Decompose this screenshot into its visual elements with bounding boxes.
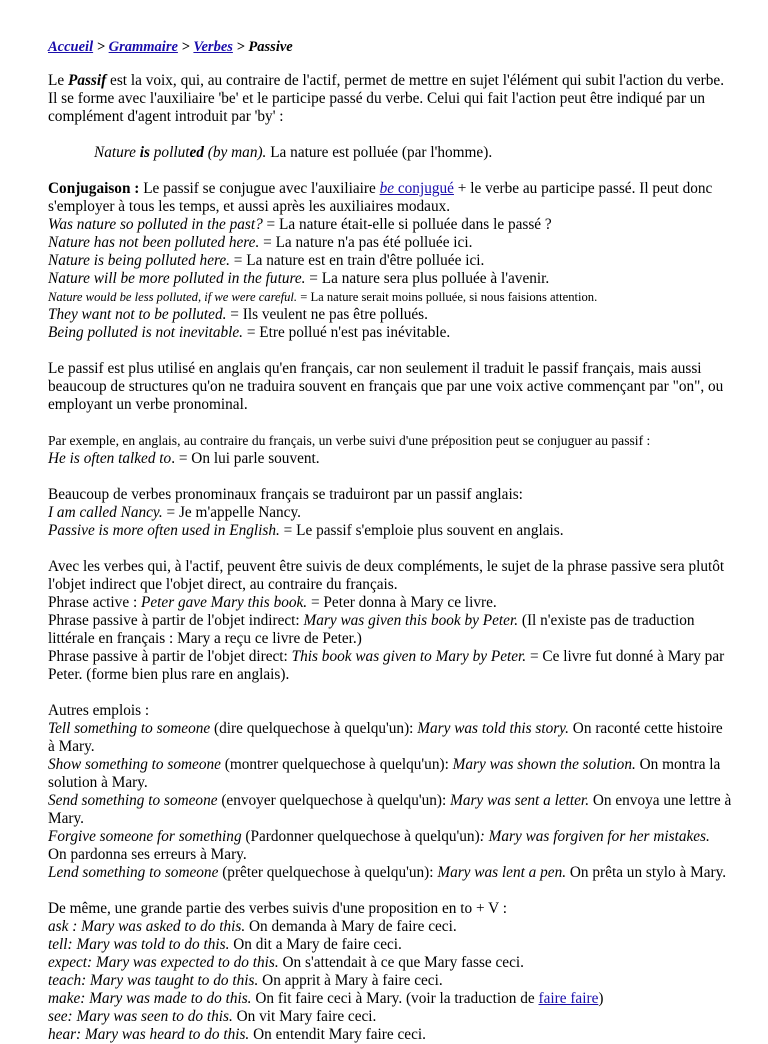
preposition-paragraph: Par exemple, en anglais, au contraire du français, un verbe suivi d'une préposition peut se conjuguer au passif : He is often talked to. = On lui parle souvent.	[48, 433, 651, 467]
faire-faire-link[interactable]: faire faire	[538, 990, 599, 1007]
conj-example-5: They want not to be polluted. = Ils veulent ne pas être pollués.	[48, 306, 428, 323]
breadcrumb-separator: >	[177, 39, 194, 55]
infinitive-item: hear: Mary was heard to do this. On entendit Mary faire ceci.	[48, 1026, 426, 1043]
pronominal-paragraph: Beaucoup de verbes pronominaux français se traduiront par un passif anglais: I am called Nancy. = Je m'appelle Nancy. Passive is more often used in English. = Le passif s'emploie plus souvent en anglais.	[48, 486, 564, 539]
infinitive-item: teach: Mary was taught to do this. On apprit à Mary à faire ceci.	[48, 972, 443, 989]
conjugation-label: Conjugaison :	[48, 180, 140, 197]
other-use-item: Send something to someone (envoyer quelquechose à quelqu'un): Mary was sent a letter. On envoya une lettre à Mary.	[48, 792, 732, 827]
infinitive-item: expect: Mary was expected to do this. On s'attendait à ce que Mary fasse ceci.	[48, 954, 524, 971]
conj-example-6: Being polluted is not inevitable. = Etre pollué n'est pas inévitable.	[48, 324, 451, 341]
conjugation-paragraph: Conjugaison : Le passif se conjugue avec l'auxiliaire be conjugué + le verbe au participe passé. Il peut donc s'employer à tous les temps, et aussi après les auxiliaires modaux. Was nature so polluted in the past? = La nature était-elle si polluée dans le passé ? Nature has not been polluted here. = La nature n'a pas été polluée ici. Nature is being polluted here. = La nature est en train d'être polluée ici. Nature will be more polluted in the future. = La nature sera plus polluée à l'avenir. Nature would be less polluted, if we were careful. = La nature serait moins polluée, si nous faisions attention. They want not to be polluted. = Ils veulent ne pas être pollués. Being polluted is not inevitable. = Etre pollué n'est pas inévitable.	[48, 180, 732, 342]
be-conjugated-link[interactable]: be conjugué	[379, 180, 454, 197]
breadcrumb-current: Passive	[248, 39, 293, 55]
other-uses-paragraph	[48, 702, 732, 882]
other-use-item: Show something to someone (montrer quelquechose à quelqu'un): Mary was shown the solution. On montra la solution à Mary.	[48, 756, 721, 791]
passif-term: Passif	[67, 72, 107, 89]
breadcrumb-separator: >	[232, 39, 249, 55]
breadcrumb-verbs-link[interactable]: Verbes	[193, 39, 233, 55]
infinitive-title: De même, une grande partie des verbes suivis d'une proposition en to + V :	[48, 900, 508, 917]
infinitive-item: ask : Mary was asked to do this. On demanda à Mary de faire ceci.	[48, 918, 457, 935]
intro-paragraph: Le Passif est la voix, qui, au contraire de l'actif, permet de mettre en sujet l'élément qui subit l'action du verbe. Il se forme avec l'auxiliaire 'be' et le participe passé du verbe. Celui qui fait l'action peut être indiqué par un complément d'agent introduit par 'by' :	[48, 72, 725, 125]
infinitive-item: tell: Mary was told to do this. On dit a Mary de faire ceci.	[48, 936, 402, 953]
example-sentence: Nature is polluted (by man). La nature est polluée (par l'homme).	[94, 144, 493, 161]
conj-example-0: Was nature so polluted in the past? = La nature était-elle si polluée dans le passé ?	[48, 216, 552, 233]
infinitive-paragraph	[48, 900, 732, 1044]
infinitive-item: see: Mary was seen to do this. On vit Mary faire ceci.	[48, 1008, 377, 1025]
two-complements-paragraph: Avec les verbes qui, à l'actif, peuvent être suivis de deux compléments, le sujet de la phrase passive sera plutôt l'objet indirect que l'objet direct, au contraire du français. Phrase active : Peter gave Mary this book. = Peter donna à Mary ce livre. Phrase passive à partir de l'objet indirect: Mary was given this book by Peter. (Il n'existe pas de traduction littérale en français : Mary a reçu ce livre de Peter.) Phrase passive à partir de l'objet direct: This book was given to Mary by Peter. = Ce livre fut donné à Mary par Peter. (forme bien plus rare en anglais).	[48, 558, 725, 683]
other-uses-title: Autres emplois :	[48, 702, 150, 719]
breadcrumb	[48, 38, 732, 56]
breadcrumb-separator: >	[93, 39, 109, 55]
breadcrumb-home-link[interactable]: Accueil	[48, 39, 94, 55]
conj-example-4: Nature would be less polluted, if we were careful. = La nature serait moins polluée, si nous faisions attention.	[48, 290, 598, 304]
conj-example-1: Nature has not been polluted here. = La nature n'a pas été polluée ici.	[48, 234, 473, 251]
other-use-item: Tell something to someone (dire quelquechose à quelqu'un): Mary was told this story. On raconté cette histoire à Mary.	[48, 720, 723, 755]
conj-example-2: Nature is being polluted here. = La nature est en train d'être polluée ici.	[48, 252, 485, 269]
infinitive-item: make: Mary was made to do this. On fit faire ceci à Mary. (voir la traduction de faire faire)	[48, 990, 604, 1007]
other-use-item: Lend something to someone (prêter quelquechose à quelqu'un): Mary was lent a pen. On prêta un stylo à Mary.	[48, 864, 727, 881]
usage-paragraph: Le passif est plus utilisé en anglais qu'en français, car non seulement il traduit le passif français, mais aussi beaucoup de structures qu'on ne traduira souvent en français que par une voix active commençant par "on", ou employant un verbe pronominal.	[48, 360, 724, 413]
breadcrumb-grammar-link[interactable]: Grammaire	[108, 39, 178, 55]
other-use-item: Forgive someone for something (Pardonner quelquechose à quelqu'un): Mary was forgiven for her mistakes. On pardonna ses erreurs à Mary.	[48, 828, 710, 863]
conj-example-3: Nature will be more polluted in the future. = La nature sera plus polluée à l'avenir.	[48, 270, 550, 287]
